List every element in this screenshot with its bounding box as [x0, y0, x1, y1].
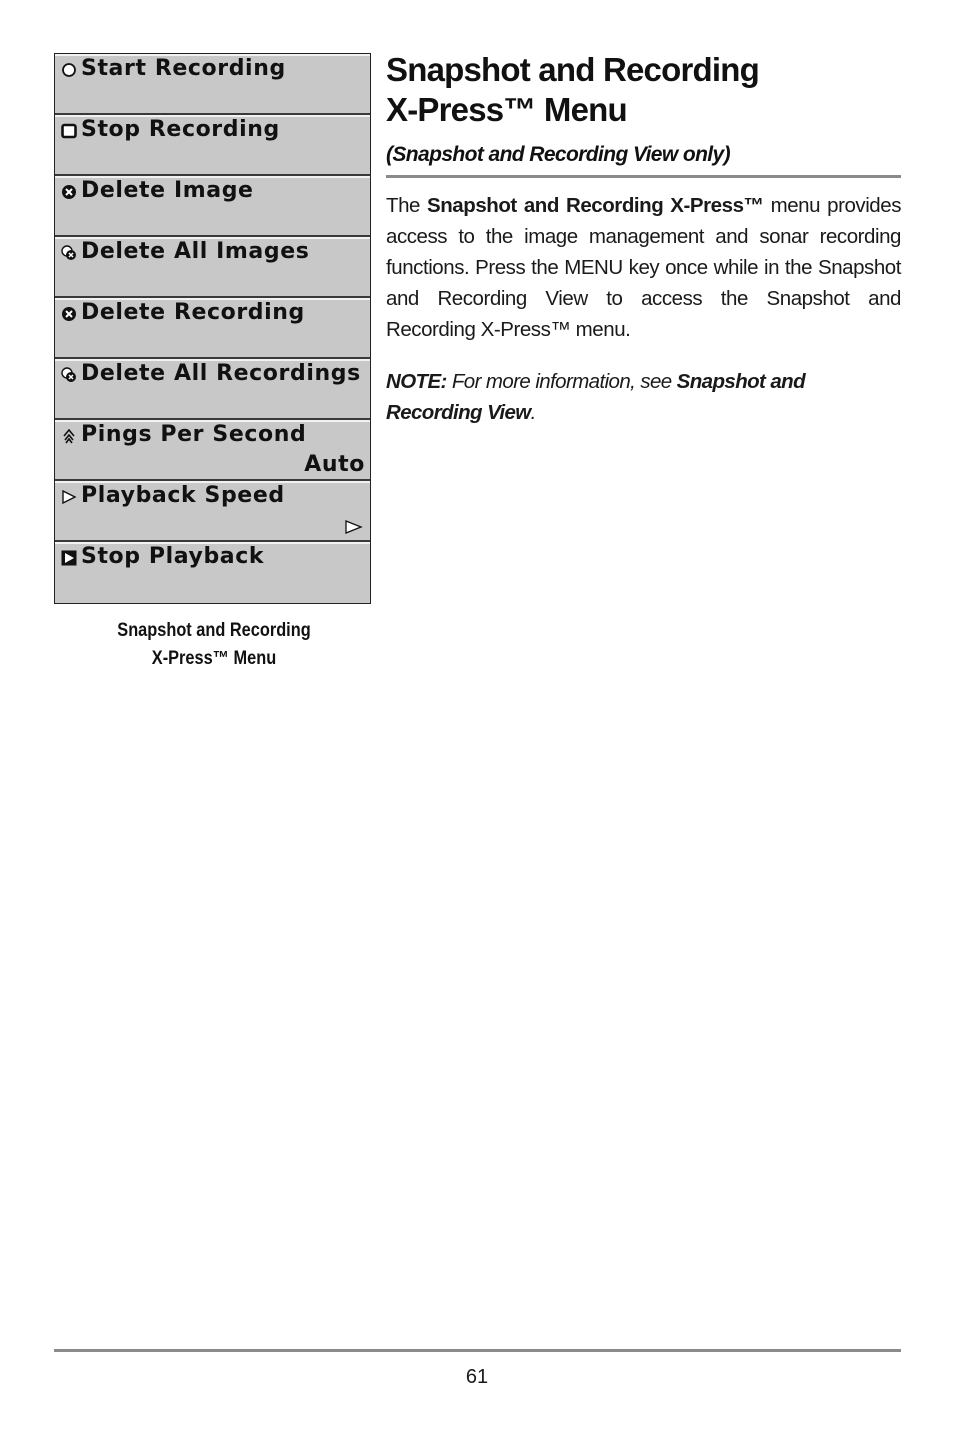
x-circle-icon	[61, 306, 77, 322]
caption-line-1: Snapshot and Recording	[117, 620, 311, 641]
note-paragraph	[386, 366, 901, 428]
menu-item-stop-recording[interactable]	[55, 115, 370, 176]
note-reference: Snapshot and Recording View	[386, 370, 806, 424]
body-bold-term: Snapshot and Recording X-Press™	[427, 194, 764, 217]
menu-item-label: Pings Per Second	[81, 422, 307, 447]
triangle-right-icon[interactable]	[345, 520, 363, 534]
menu-item-stop-playback[interactable]	[55, 542, 370, 603]
x-circle-icon	[61, 184, 77, 200]
menu-item-label: Stop Playback	[81, 544, 265, 569]
footer-divider	[54, 1349, 901, 1352]
snapshot-recording-xpress-menu	[54, 53, 371, 604]
menu-item-pings-per-second[interactable]	[55, 420, 370, 481]
section-divider	[386, 175, 901, 178]
multi-x-circle-icon	[61, 367, 77, 383]
menu-item-label: Delete Recording	[81, 300, 305, 325]
page-number: 61	[465, 1366, 489, 1388]
note-end: .	[530, 401, 536, 424]
menu-item-delete-all-recordings[interactable]	[55, 359, 370, 420]
menu-item-start-recording[interactable]	[55, 54, 370, 115]
pings-per-second-value: Auto	[304, 452, 365, 477]
menu-item-label: Playback Speed	[81, 483, 285, 508]
ping-icon	[61, 428, 77, 444]
figure-caption	[76, 617, 351, 673]
section-title	[386, 50, 901, 130]
menu-item-delete-recording[interactable]	[55, 298, 370, 359]
circle-outline-icon	[61, 62, 77, 78]
menu-item-label: Delete Image	[81, 178, 254, 203]
body-text-rest: menu provides access to the image management and sonar recording functions. Press the MENU key once while in the Snapshot and Recording View to access the Snapshot and Recording X-Press™ menu.	[386, 194, 902, 341]
menu-item-delete-all-images[interactable]	[55, 237, 370, 298]
section-title-line-2: X-Press™ Menu	[386, 91, 627, 128]
caption-line-2: X-Press™ Menu	[151, 648, 277, 669]
stop-playback-icon	[61, 550, 77, 566]
menu-item-label: Delete All Images	[81, 239, 310, 264]
multi-x-circle-icon	[61, 245, 77, 261]
menu-item-label: Start Recording	[81, 56, 286, 81]
body-text-start: The	[386, 194, 428, 217]
play-outline-icon	[61, 489, 77, 505]
section-title-line-1: Snapshot and Recording	[386, 51, 759, 88]
square-icon	[61, 123, 77, 139]
menu-item-playback-speed[interactable]	[55, 481, 370, 542]
section-subtitle: (Snapshot and Recording View only)	[386, 143, 731, 166]
menu-item-delete-image[interactable]	[55, 176, 370, 237]
note-label: NOTE:	[386, 370, 447, 393]
note-text: For more information, see	[446, 370, 677, 393]
section-content	[386, 50, 901, 428]
menu-item-label: Delete All Recordings	[81, 361, 361, 386]
body-paragraph	[386, 190, 901, 345]
menu-item-label: Stop Recording	[81, 117, 280, 142]
